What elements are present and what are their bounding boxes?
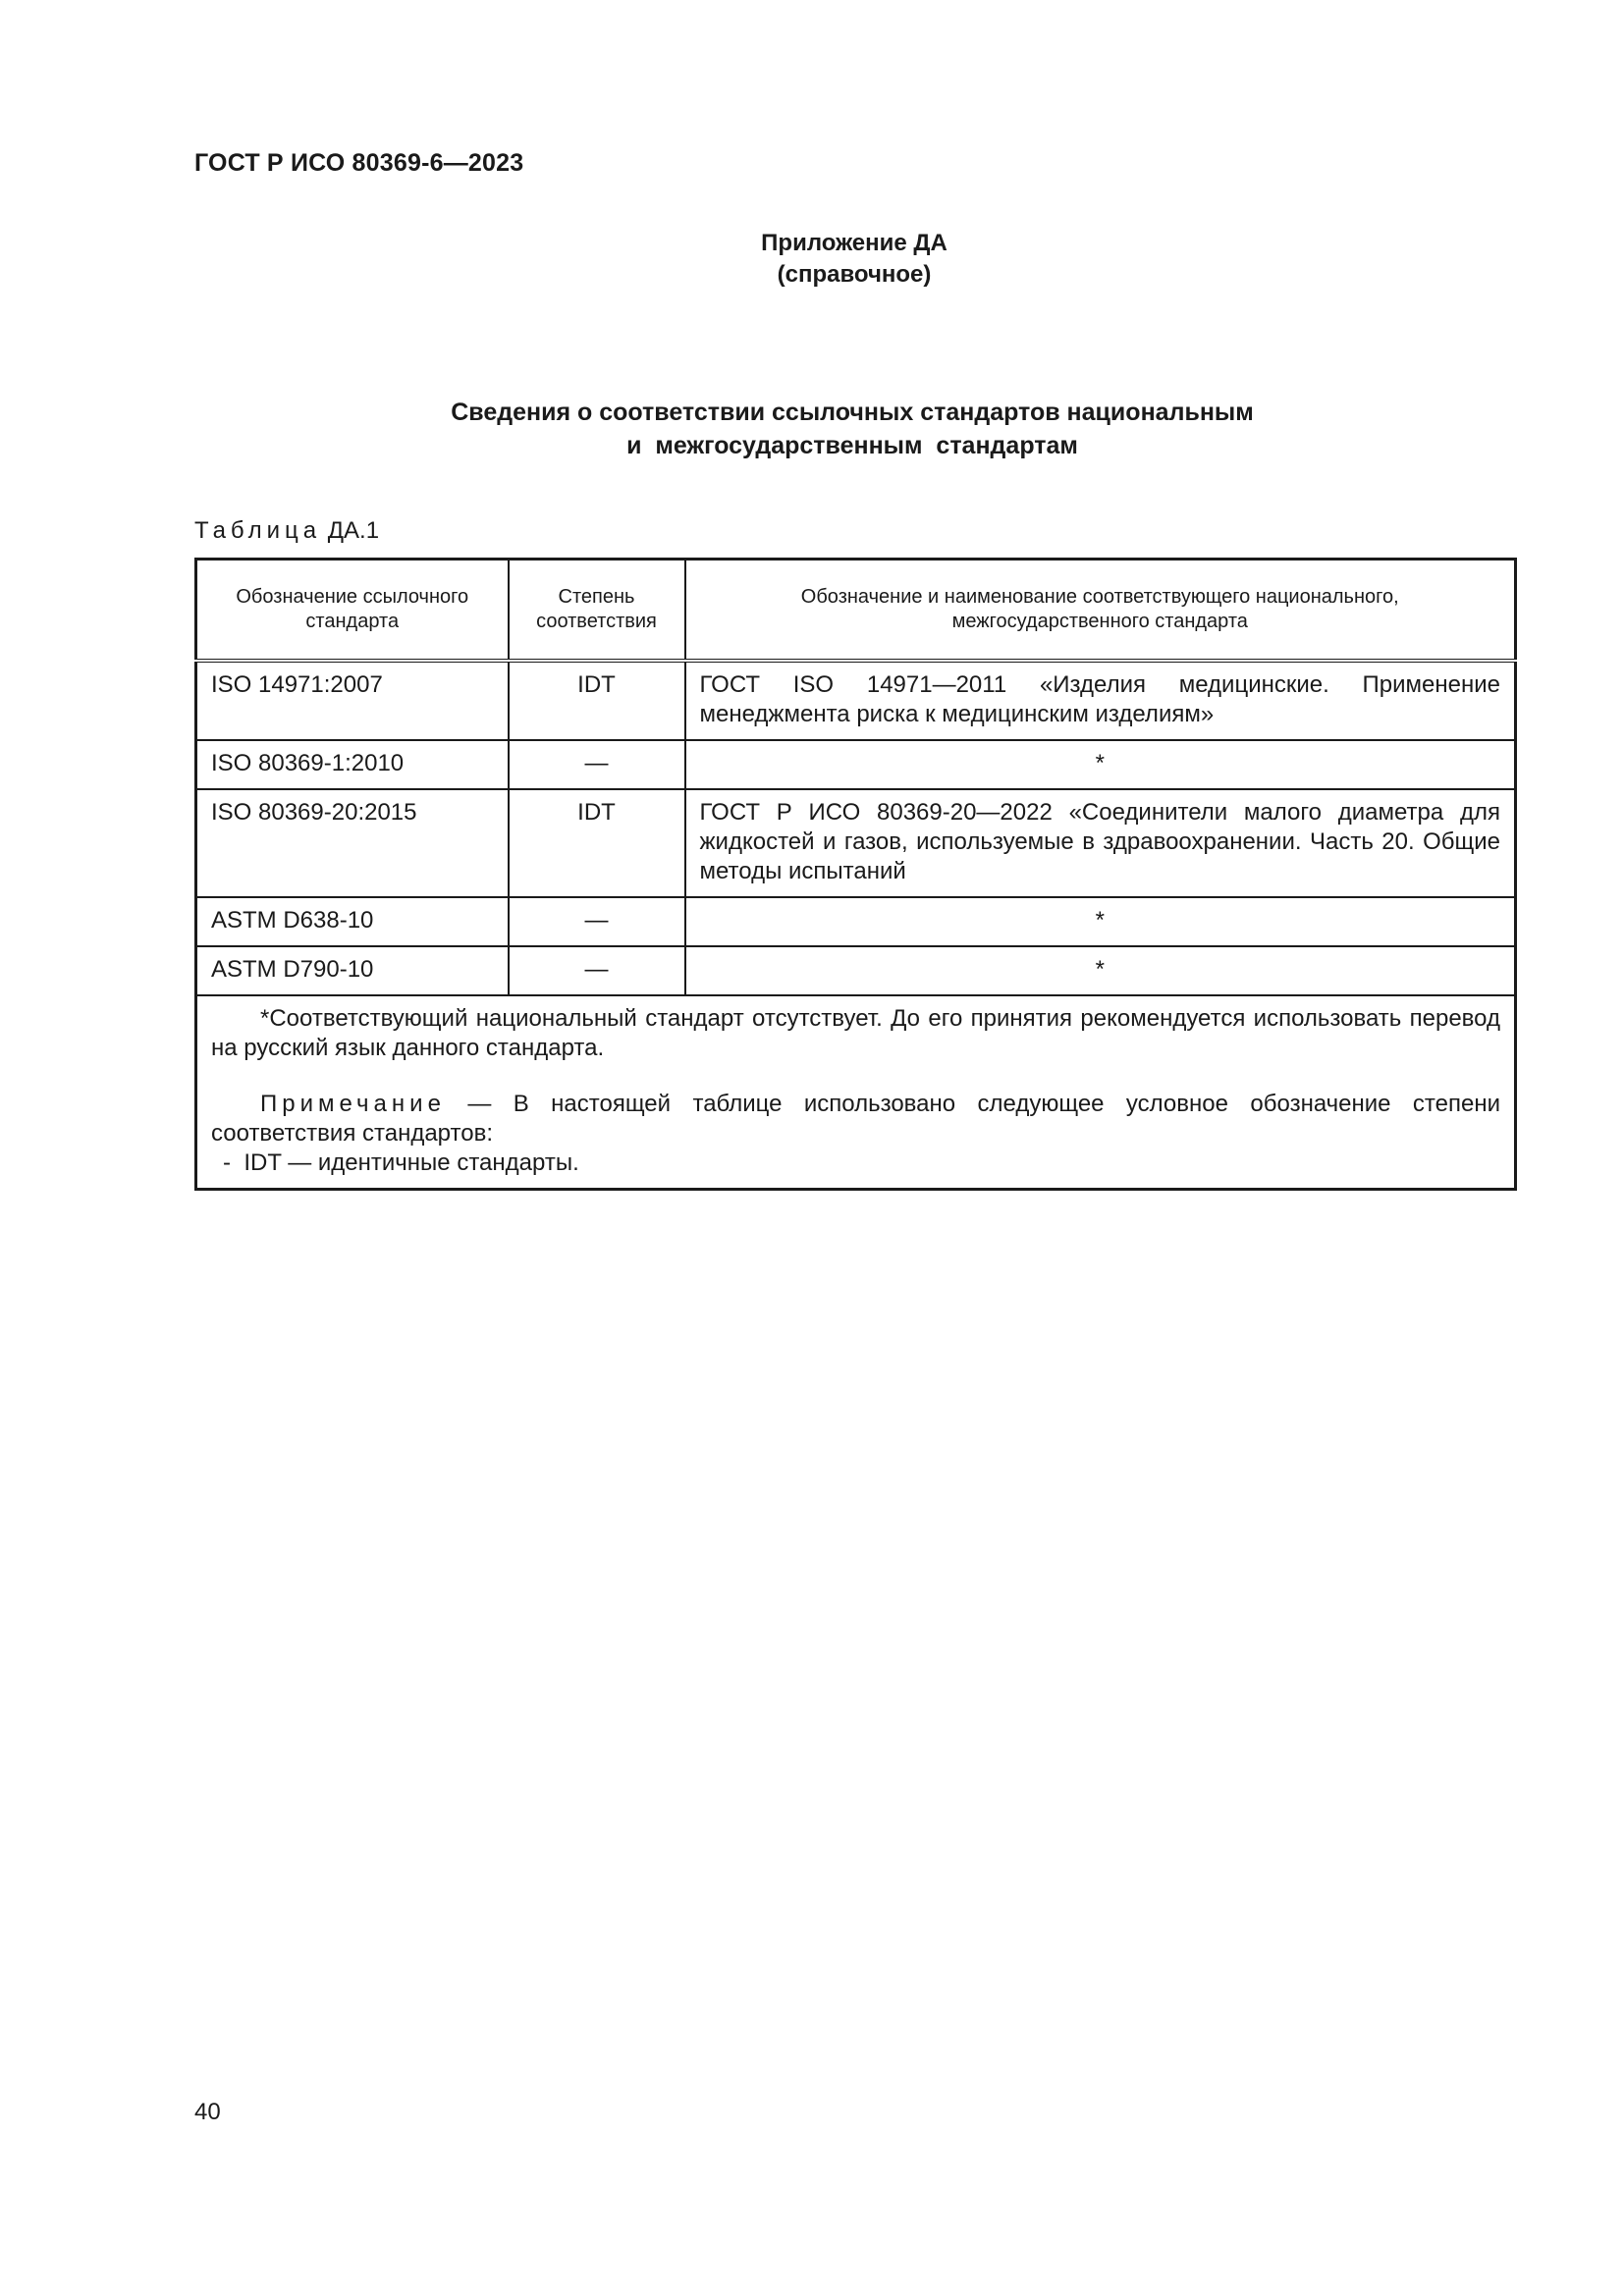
cell-national: *: [685, 897, 1516, 946]
cell-degree: —: [509, 740, 685, 789]
table-caption-word: Таблица: [194, 517, 322, 544]
document-header: ГОСТ Р ИСО 80369-6—2023: [194, 149, 524, 177]
table-row: [196, 661, 1516, 740]
note-item: - IDT — идентичные стандарты.: [223, 1149, 579, 1176]
cell-degree: —: [509, 897, 685, 946]
note-label: Примечание: [260, 1091, 446, 1117]
section-title-line-2: и межгосударственным стандартам: [626, 432, 1078, 459]
table-row: [196, 789, 1516, 897]
cell-reference: ASTM D638-10: [196, 897, 509, 946]
table-footnote-row: [196, 995, 1516, 1190]
table-row: [196, 897, 1516, 946]
cell-national: ГОСТ ISO 14971—2011 «Изделия медицинские. Применение менеджмента риска к медицинским изделиям»: [685, 661, 1516, 740]
cell-national: ГОСТ Р ИСО 80369-20—2022 «Соединители малого диаметра для жидкостей и газов, используемые в здравоохранении. Часть 20. Общие методы испытаний: [685, 789, 1516, 897]
header-reference-standard: Обозначение ссылочного стандарта: [196, 560, 509, 662]
appendix-title: Приложение ДА: [761, 230, 947, 256]
appendix-kind: (справочное): [777, 261, 932, 288]
footnotes-cell: [196, 995, 1516, 1190]
table-row: [196, 740, 1516, 789]
cell-national: *: [685, 946, 1516, 995]
note-text: — В настоящей таблице использовано следующее условное обозначение степени соответствия стандартов:: [211, 1091, 1500, 1147]
cell-degree: IDT: [509, 789, 685, 897]
cell-degree: —: [509, 946, 685, 995]
footnote-star: *Соответствующий национальный стандарт отсутствует. До его принятия рекомендуется использовать перевод на русский язык данного стандарта.: [211, 1005, 1500, 1061]
section-title-line-1: Сведения о соответствии ссылочных стандартов национальным: [451, 399, 1254, 426]
header-national-standard: Обозначение и наименование соответствующего национального, межгосударственного стандарта: [685, 560, 1516, 662]
page-number: 40: [194, 2099, 221, 2125]
cell-national: *: [685, 740, 1516, 789]
cell-reference: ASTM D790-10: [196, 946, 509, 995]
table-header-row: [196, 560, 1516, 662]
table-note: [211, 1090, 1500, 1148]
header-degree: Степень соответствия: [509, 560, 685, 662]
cell-reference: ISO 80369-20:2015: [196, 789, 509, 897]
appendix-title-block: [0, 228, 1624, 291]
table-caption-number: ДА.1: [327, 517, 380, 544]
cell-reference: ISO 14971:2007: [196, 661, 509, 740]
cell-degree: IDT: [509, 661, 685, 740]
table-row: [196, 946, 1516, 995]
cell-reference: ISO 80369-1:2010: [196, 740, 509, 789]
table-caption: [194, 517, 379, 545]
conformance-table: [194, 558, 1517, 1191]
section-title: [194, 396, 1510, 462]
